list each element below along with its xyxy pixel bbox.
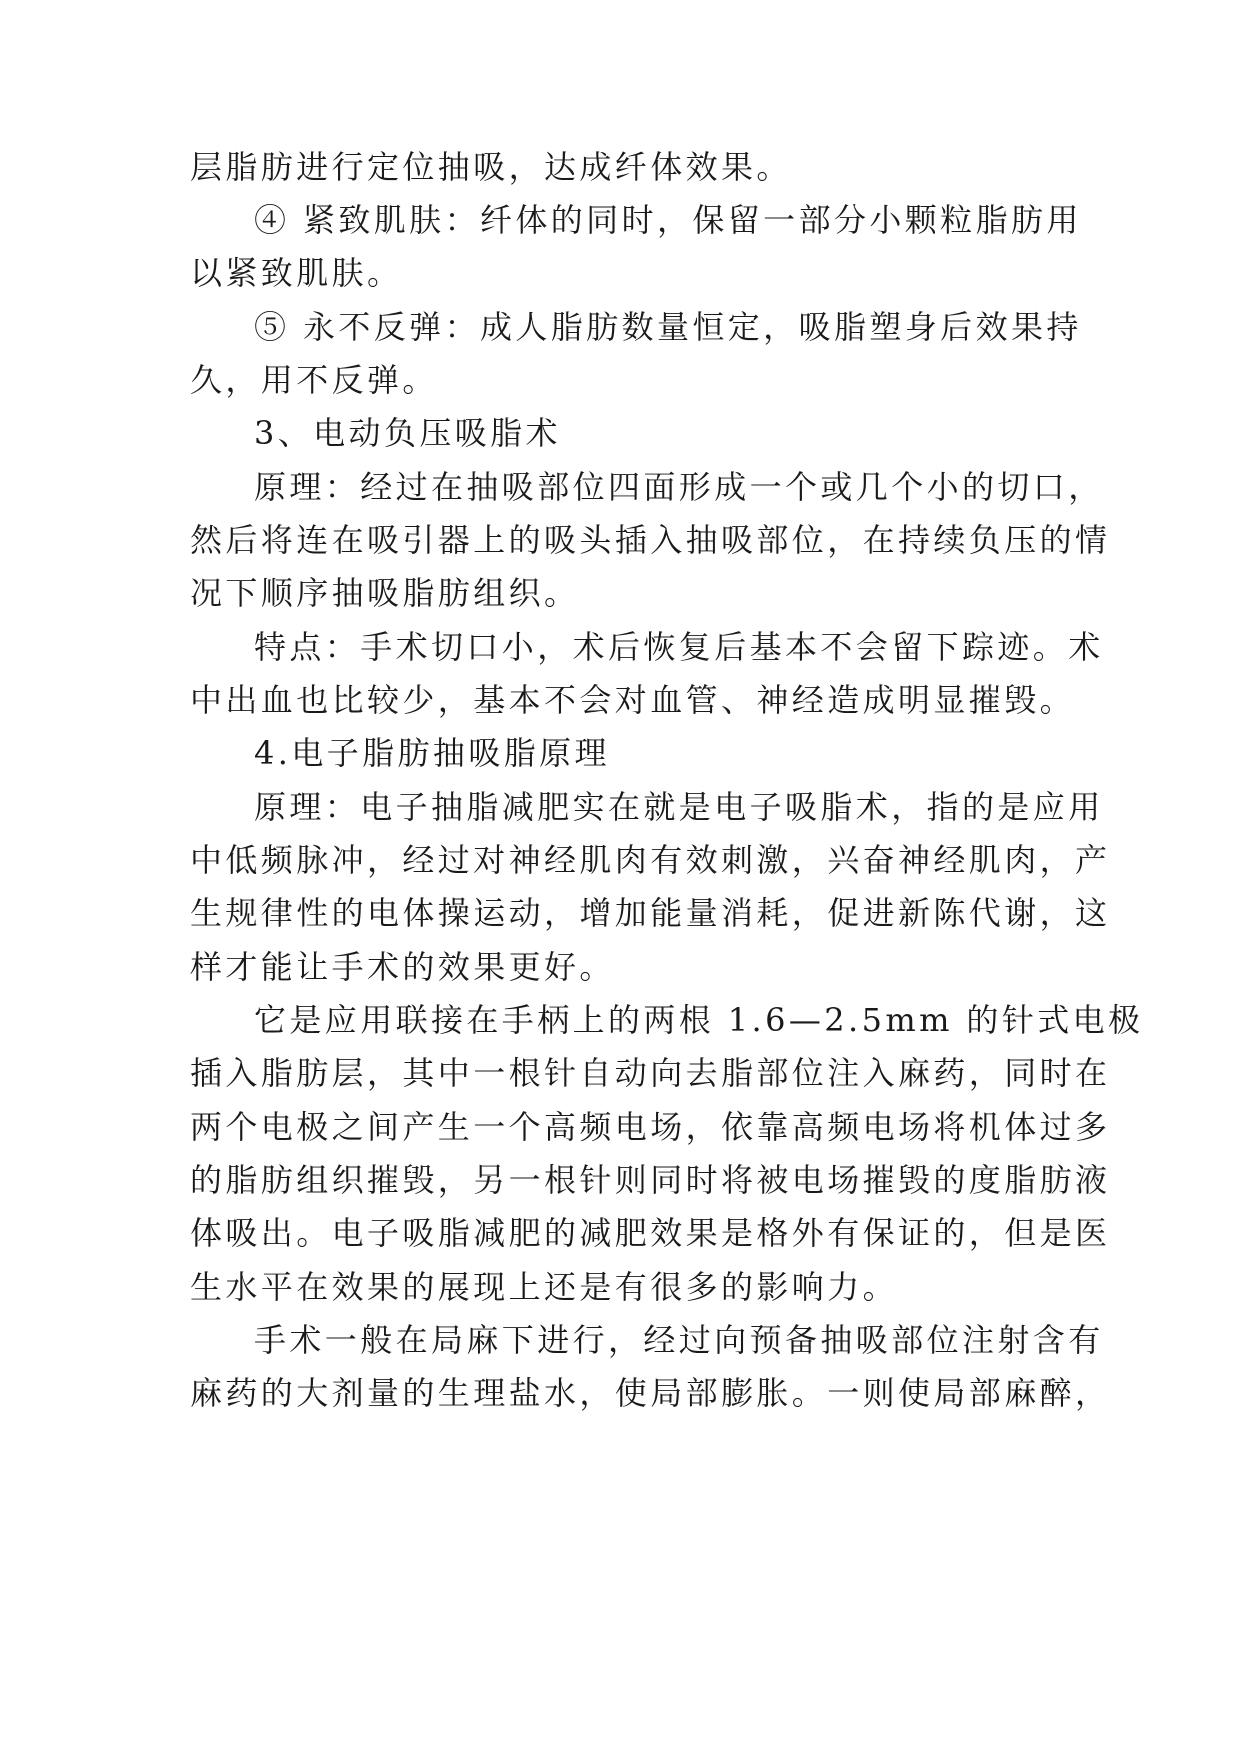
text-line: 特点：手术切口小，术后恢复后基本不会留下踪迹。术: [254, 628, 1104, 666]
text-line: 层脂肪进行定位抽吸，达成纤体效果。: [190, 148, 792, 186]
text-line: 它是应用联接在手柄上的两根 1.6—2.5mm 的针式电极: [254, 1001, 1144, 1039]
text-line: ④ 紧致肌肤：纤体的同时，保留一部分小颗粒脂肪用: [254, 201, 1082, 239]
text-line: 中出血也比较少，基本不会对血管、神经造成明显摧毁。: [190, 681, 1076, 719]
section-heading: 3、电动负压吸脂术: [254, 414, 561, 452]
text-line: 中低频脉冲，经过对神经肌肉有效刺激，兴奋神经肌肉，产: [190, 841, 1111, 879]
text-line: 然后将连在吸引器上的吸头插入抽吸部位，在持续负压的情: [190, 521, 1111, 559]
text-line: 生规律性的电体操运动，增加能量消耗，促进新陈代谢，这: [190, 894, 1111, 932]
text-line: 样才能让手术的效果更好。: [190, 948, 615, 986]
text-line: 插入脂肪层，其中一根针自动向去脂部位注入麻药，同时在: [190, 1054, 1111, 1092]
text-line: 况下顺序抽吸脂肪组织。: [190, 574, 580, 612]
section-heading: 4.电子脂肪抽吸脂原理: [254, 734, 610, 772]
text-line: 原理：经过在抽吸部位四面形成一个或几个小的切口，: [254, 468, 1104, 506]
text-line: 生水平在效果的展现上还是有很多的影响力。: [190, 1268, 899, 1306]
text-line: ⑤ 永不反弹：成人脂肪数量恒定，吸脂塑身后效果持: [254, 308, 1082, 346]
text-line: 久，用不反弹。: [190, 361, 438, 399]
text-line: 两个电极之间产生一个高频电场，依靠高频电场将机体过多: [190, 1108, 1111, 1146]
text-line: 原理：电子抽脂减肥实在就是电子吸脂术，指的是应用: [254, 788, 1104, 826]
text-line: 的脂肪组织摧毁，另一根针则同时将被电场摧毁的度脂肪液: [190, 1161, 1111, 1199]
text-line: 以紧致肌肤。: [190, 254, 403, 292]
text-line: 手术一般在局麻下进行，经过向预备抽吸部位注射含有: [254, 1321, 1104, 1359]
text-line: 体吸出。电子吸脂减肥的减肥效果是格外有保证的，但是医: [190, 1214, 1111, 1252]
text-line: 麻药的大剂量的生理盐水，使局部膨胀。一则使局部麻醉，: [190, 1374, 1111, 1412]
